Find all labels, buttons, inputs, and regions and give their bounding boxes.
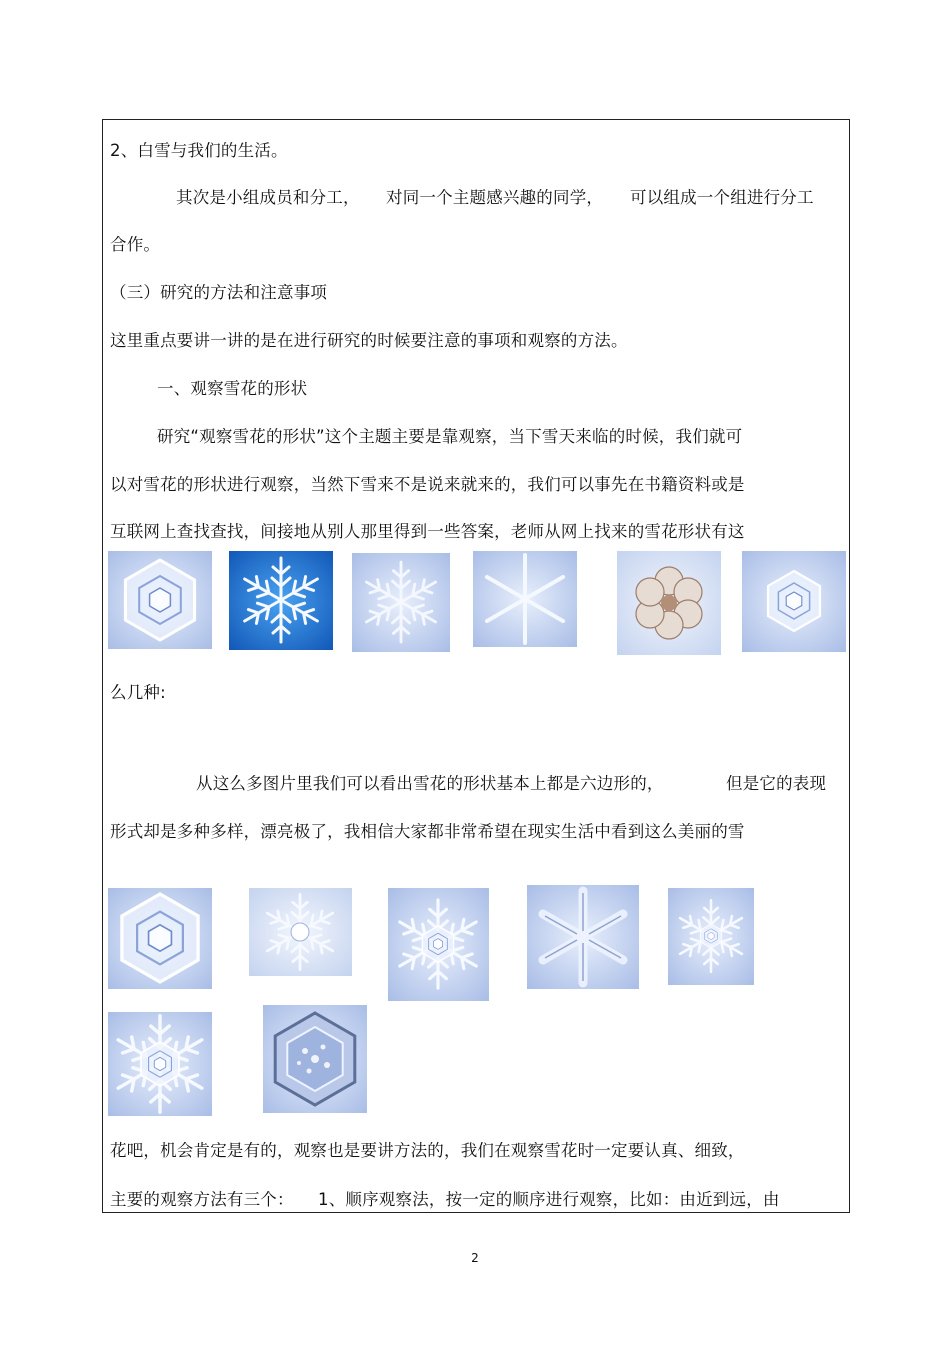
paragraph-line-8a: 花吧，机会肯定是有的，观察也是要讲方法的，我们在观察雪花时一定要认真、细致， <box>110 1141 745 1160</box>
paragraph-line-4: 这里重点要讲一讲的是在进行研究的时候要注意的事项和观察的方法。 <box>110 331 628 350</box>
section-heading-3: （三）研究的方法和注意事项 <box>110 283 328 302</box>
paragraph-line-7a: 从这么多图片里我们可以看出雪花的形状基本上都是六边形的， <box>196 774 664 793</box>
paragraph-line-2a: 其次是小组成员和分工， <box>176 188 360 207</box>
snowflake-image-13 <box>263 1005 367 1113</box>
paragraph-line-6d: 么几种: <box>110 683 166 702</box>
snowflake-image-1 <box>108 551 212 649</box>
snowflake-image-11 <box>668 888 754 985</box>
snowflake-image-4 <box>473 551 577 647</box>
paragraph-line-6b: 以对雪花的形状进行观察，当然下雪来不是说来就来的，我们可以事先在书籍资料或是 <box>110 475 745 494</box>
paragraph-line-6a: 研究“观察雪花的形状”这个主题主要是靠观察，当下雪天来临的时候，我们就可 <box>157 427 743 446</box>
paragraph-line-8b: 主要的观察方法有三个： <box>110 1190 294 1209</box>
snowflake-image-8 <box>249 888 352 976</box>
paragraph-line-2d: 合作。 <box>110 235 161 254</box>
paragraph-line-2b: 对同一个主题感兴趣的同学， <box>386 188 604 207</box>
snowflake-image-12 <box>108 1012 212 1116</box>
snowflake-image-5 <box>617 551 721 655</box>
paragraph-line-7b: 但是它的表现 <box>726 774 827 793</box>
paragraph-line-8c: 1、顺序观察法，按一定的顺序进行观察，比如：由近到远，由 <box>318 1190 780 1209</box>
snowflake-image-7 <box>108 888 212 989</box>
snowflake-image-3 <box>352 553 450 652</box>
snowflake-image-2 <box>229 551 333 650</box>
paragraph-line-2c: 可以组成一个组进行分工 <box>630 188 814 207</box>
snowflake-image-6 <box>742 551 846 652</box>
subheading-shape: 一、观察雪花的形状 <box>157 379 308 398</box>
paragraph-line-6c: 互联网上查找查找，间接地从别人那里得到一些答案，老师从网上找来的雪花形状有这 <box>110 522 745 541</box>
paragraph-line-1: 2、白雪与我们的生活。 <box>110 141 288 160</box>
snowflake-image-10 <box>527 885 639 989</box>
paragraph-line-7c: 形式却是多种多样，漂亮极了，我相信大家都非常希望在现实生活中看到这么美丽的雪 <box>110 822 745 841</box>
page-number: 2 <box>471 1251 479 1265</box>
snowflake-image-9 <box>388 888 489 1001</box>
